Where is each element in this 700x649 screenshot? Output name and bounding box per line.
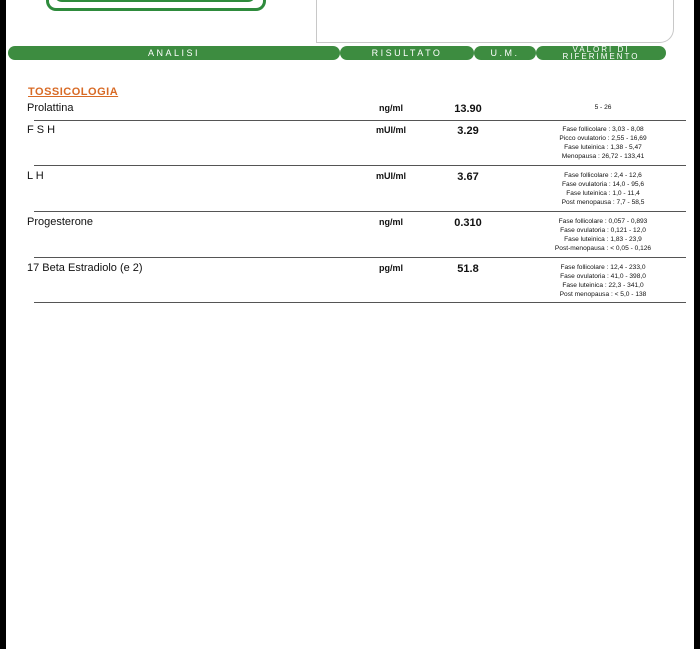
unit: mUI/ml [375, 171, 406, 181]
analysis-name: Prolattina [27, 102, 74, 114]
reference-line: Post menopausa : < 5,0 - 138 [559, 291, 647, 298]
reference-line: Post menopausa : 7,7 - 58,5 [561, 199, 645, 206]
analysis-name: F S H [27, 124, 56, 136]
result-value: 3.67 [457, 171, 479, 183]
reference-line: Fase ovulatoria : 0,121 - 12,0 [560, 227, 646, 234]
row-divider [34, 257, 686, 258]
reference-line: Fase follicolare : 0,057 - 0,893 [558, 218, 648, 225]
analysis-name: 17 Beta Estradiolo (e 2) [27, 262, 143, 274]
reference-line: Fase follicolare : 12,4 - 233,0 [560, 264, 646, 271]
analysis-name: Progesterone [27, 216, 94, 228]
column-header-risultato: RISULTATO [340, 46, 474, 60]
reference-line: Fase follicolare : 3,03 - 8,08 [562, 126, 644, 133]
analysis-name: L H [27, 170, 44, 182]
row-divider [34, 165, 686, 166]
report-page [6, 0, 694, 649]
reference-line: Post-menopausa : < 0,05 - 0,126 [554, 245, 652, 252]
reference-values [530, 103, 676, 112]
unit: ng/ml [379, 103, 403, 113]
reference-line: Fase ovulatoria : 41,0 - 398,0 [560, 273, 646, 280]
column-header-um: U.M. [474, 46, 536, 60]
reference-line: Fase luteinica : 1,38 - 5,47 [564, 144, 642, 151]
result-value: 13.90 [454, 103, 482, 115]
unit: ng/ml [379, 217, 403, 227]
row-divider [34, 120, 686, 121]
reference-values [530, 263, 676, 299]
reference-line: Fase follicolare : 2,4 - 12,6 [564, 172, 642, 179]
unit: mUI/ml [375, 125, 406, 135]
valori-line1: VALORI DI [572, 45, 630, 54]
reference-line: Fase luteinica : 1,0 - 11,4 [566, 190, 640, 197]
result-value: 3.29 [457, 125, 479, 137]
lab-logo-inner [54, 0, 256, 2]
reference-line: Picco ovulatorio : 2,55 - 16,69 [559, 135, 647, 142]
reference-line: Fase luteinica : 22,3 - 341,0 [562, 282, 644, 289]
reference-line: Fase luteinica : 1,83 - 23,9 [564, 236, 642, 243]
unit: pg/ml [379, 263, 403, 273]
reference-values [530, 217, 676, 253]
reference-line: Fase ovulatoria : 14,0 - 95,6 [561, 181, 645, 188]
column-header-valori [536, 46, 666, 60]
result-value: 51.8 [457, 263, 479, 275]
column-header-analisi: ANALISI [8, 46, 340, 60]
reference-line: Menopausa : 26,72 - 133,41 [561, 153, 645, 160]
row-divider [34, 211, 686, 212]
reference-line: 5 - 26 [594, 104, 612, 111]
valori-line2: RIFERIMENTO [562, 52, 640, 61]
reference-values [530, 125, 676, 161]
reference-values [530, 171, 676, 207]
result-value: 0.310 [454, 217, 482, 229]
header-info-box [316, 0, 674, 43]
row-divider [34, 302, 686, 303]
section-title: TOSSICOLOGIA [28, 86, 119, 98]
